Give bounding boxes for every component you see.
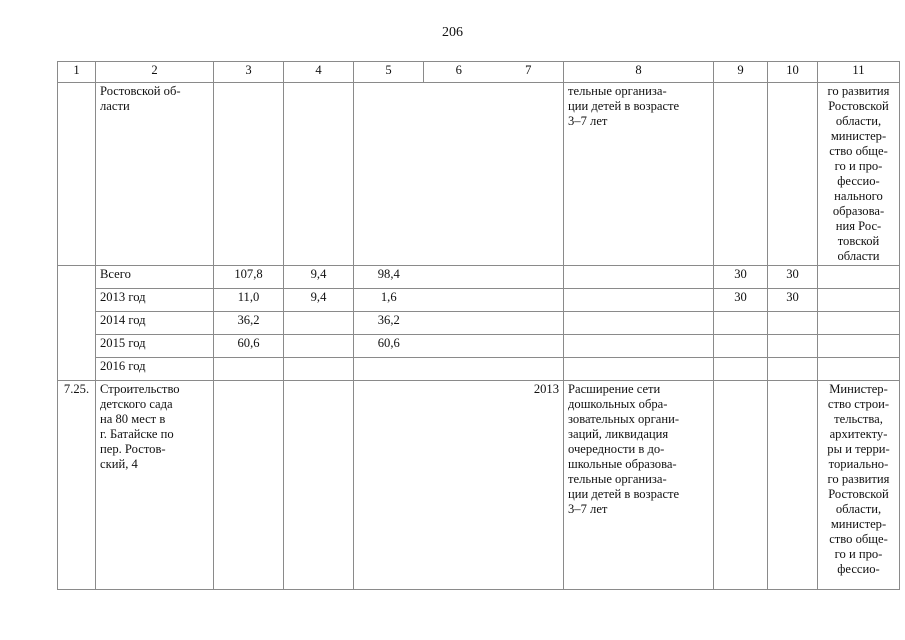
item-result: Расширение сети дошкольных обра- зовательных органи- заций, ликвидация очередности в до- школьные образова- тельные организа- ции детей в возрасте 3–7 лет [564, 381, 714, 590]
funding-federal [284, 335, 354, 358]
table-cell [58, 83, 96, 266]
column-header: 11 [818, 62, 900, 83]
column-header: 5 [354, 62, 424, 83]
indicator-value: 30 [714, 266, 768, 289]
funding-regional: 36,2 [354, 312, 424, 335]
column-header: 3 [214, 62, 284, 83]
table-cell [284, 381, 354, 590]
indicator-value [768, 335, 818, 358]
column-header: 6 [424, 62, 494, 83]
continued-executor-cell: го развития Ростовской области, министер- ство обще- го и про- фессио- нального образова- ния Рос- товской области [818, 83, 900, 266]
table-cell [494, 289, 564, 312]
funding-federal: 9,4 [284, 289, 354, 312]
item-725-row [58, 381, 900, 590]
page-number: 206 [442, 25, 463, 40]
table-cell [424, 289, 494, 312]
indicator-value [714, 335, 768, 358]
funding-federal [284, 358, 354, 381]
funding-total: 36,2 [214, 312, 284, 335]
funding-row [58, 266, 900, 289]
indicator-value [768, 312, 818, 335]
table-cell [424, 358, 494, 381]
column-header: 10 [768, 62, 818, 83]
funding-regional: 98,4 [354, 266, 424, 289]
table-cell [424, 266, 494, 289]
continued-row [58, 83, 900, 266]
table-cell [424, 83, 494, 266]
table-cell [494, 335, 564, 358]
program-table [57, 61, 900, 590]
funding-regional: 60,6 [354, 335, 424, 358]
column-header: 1 [58, 62, 96, 83]
item-number: 7.25. [58, 381, 96, 590]
table-cell [424, 381, 494, 590]
item-executor: Министер- ство строи- тельства, архитекту- ры и терри- ториально- го развития Ростовской области, министер- ство обще- го и про- фессио- [818, 381, 900, 590]
funding-regional: 1,6 [354, 289, 424, 312]
funding-federal: 9,4 [284, 266, 354, 289]
continued-result-cell: тельные организа- ции детей в возрасте 3–7 лет [564, 83, 714, 266]
funding-label: 2013 год [96, 289, 214, 312]
indicator-value [714, 358, 768, 381]
table-cell [818, 266, 900, 289]
table-cell [354, 381, 424, 590]
funding-label: 2016 год [96, 358, 214, 381]
indicator-value: 30 [768, 266, 818, 289]
table-cell [564, 266, 714, 289]
column-header: 4 [284, 62, 354, 83]
table-cell [424, 312, 494, 335]
funding-row [58, 289, 900, 312]
table-cell [494, 83, 564, 266]
indicator-value [714, 312, 768, 335]
continued-name-cell: Ростовской об- ласти [96, 83, 214, 266]
funding-row [58, 335, 900, 358]
column-header: 2 [96, 62, 214, 83]
table-cell [564, 335, 714, 358]
funding-row [58, 312, 900, 335]
table-cell [768, 381, 818, 590]
table-cell [214, 381, 284, 590]
table-cell [818, 312, 900, 335]
column-header: 7 [494, 62, 564, 83]
funding-total: 60,6 [214, 335, 284, 358]
item-name: Строительство детского сада на 80 мест в г. Батайске по пер. Ростов- ский, 4 [96, 381, 214, 590]
table-cell [424, 335, 494, 358]
table-cell [768, 83, 818, 266]
item-year: 2013 [494, 381, 564, 590]
indicator-value: 30 [768, 289, 818, 312]
indicator-value [768, 358, 818, 381]
table-cell [58, 266, 96, 381]
table-cell [284, 83, 354, 266]
table-cell [714, 381, 768, 590]
table-cell [564, 358, 714, 381]
funding-label: 2014 год [96, 312, 214, 335]
funding-federal [284, 312, 354, 335]
funding-regional [354, 358, 424, 381]
table-cell [818, 289, 900, 312]
funding-total [214, 358, 284, 381]
table-cell [494, 358, 564, 381]
table-cell [354, 83, 424, 266]
funding-label: Всего [96, 266, 214, 289]
table-cell [818, 335, 900, 358]
funding-total: 11,0 [214, 289, 284, 312]
funding-label: 2015 год [96, 335, 214, 358]
funding-row [58, 358, 900, 381]
table-cell [564, 312, 714, 335]
table-cell [818, 358, 900, 381]
table-cell [214, 83, 284, 266]
column-header: 8 [564, 62, 714, 83]
column-header: 9 [714, 62, 768, 83]
column-number-row [58, 62, 900, 83]
table-cell [494, 312, 564, 335]
funding-total: 107,8 [214, 266, 284, 289]
table-cell [714, 83, 768, 266]
table-cell [494, 266, 564, 289]
indicator-value: 30 [714, 289, 768, 312]
table-cell [564, 289, 714, 312]
